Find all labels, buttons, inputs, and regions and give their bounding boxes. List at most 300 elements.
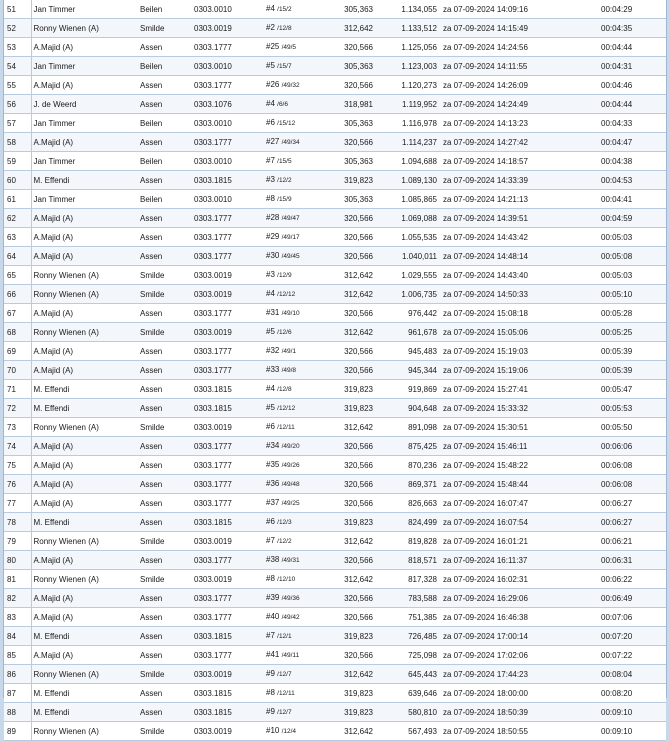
results-table-body bbox=[4, 0, 666, 741]
rank-detail: /12/8 bbox=[277, 25, 292, 32]
rank-value: #7 bbox=[266, 156, 275, 165]
club-code-cell: 0303.1815 bbox=[192, 171, 264, 190]
rank-detail: /12/2 bbox=[277, 177, 292, 184]
results-table bbox=[4, 0, 666, 741]
table-row bbox=[4, 608, 666, 627]
table-row bbox=[4, 437, 666, 456]
rank-detail: /12/12 bbox=[277, 405, 296, 412]
arrival-time-cell: za 07-09-2024 16:29:06 bbox=[441, 589, 599, 608]
speed-cell: 919,869 bbox=[377, 380, 441, 399]
place-cell: Assen bbox=[138, 608, 192, 627]
distance-cell: 320,566 bbox=[327, 342, 377, 361]
fancier-name-cell: A.Majid (A) bbox=[31, 304, 138, 323]
rank-value: #4 bbox=[266, 384, 275, 393]
club-code-cell: 0303.1815 bbox=[192, 703, 264, 722]
fancier-name-cell: M. Effendi bbox=[31, 380, 138, 399]
fancier-name-cell: Ronny Wienen (A) bbox=[31, 532, 138, 551]
rank-detail: /49/17 bbox=[281, 234, 300, 241]
rank-detail: /15/9 bbox=[277, 196, 292, 203]
distance-cell: 312,642 bbox=[327, 665, 377, 684]
position-cell: 68 bbox=[4, 323, 31, 342]
rank-cell bbox=[264, 513, 327, 532]
fancier-name-cell: Ronny Wienen (A) bbox=[31, 266, 138, 285]
speed-cell: 870,236 bbox=[377, 456, 441, 475]
speed-cell: 751,385 bbox=[377, 608, 441, 627]
rank-detail: /49/34 bbox=[281, 139, 300, 146]
time-difference-cell: 00:05:03 bbox=[599, 228, 666, 247]
position-cell: 78 bbox=[4, 513, 31, 532]
distance-cell: 305,363 bbox=[327, 0, 377, 19]
place-cell: Assen bbox=[138, 399, 192, 418]
table-row bbox=[4, 266, 666, 285]
arrival-time-cell: za 07-09-2024 17:00:14 bbox=[441, 627, 599, 646]
fancier-name-cell: Ronny Wienen (A) bbox=[31, 19, 138, 38]
rank-value: #8 bbox=[266, 194, 275, 203]
rank-detail: /15/12 bbox=[277, 120, 296, 127]
results-panel bbox=[3, 0, 667, 736]
rank-detail: /49/25 bbox=[281, 500, 300, 507]
rank-cell bbox=[264, 171, 327, 190]
fancier-name-cell: M. Effendi bbox=[31, 171, 138, 190]
place-cell: Assen bbox=[138, 589, 192, 608]
time-difference-cell: 00:05:10 bbox=[599, 285, 666, 304]
fancier-name-cell: Ronny Wienen (A) bbox=[31, 665, 138, 684]
fancier-name-cell: A.Majid (A) bbox=[31, 247, 138, 266]
place-cell: Assen bbox=[138, 627, 192, 646]
table-row bbox=[4, 722, 666, 741]
rank-detail: /12/6 bbox=[277, 329, 292, 336]
rank-value: #27 bbox=[266, 137, 280, 146]
position-cell: 61 bbox=[4, 190, 31, 209]
distance-cell: 312,642 bbox=[327, 570, 377, 589]
fancier-name-cell: Jan Timmer bbox=[31, 0, 138, 19]
distance-cell: 319,823 bbox=[327, 627, 377, 646]
rank-detail: /12/7 bbox=[277, 671, 292, 678]
rank-value: #32 bbox=[266, 346, 280, 355]
rank-cell bbox=[264, 589, 327, 608]
rank-detail: /12/2 bbox=[277, 538, 292, 545]
speed-cell: 891,098 bbox=[377, 418, 441, 437]
table-row bbox=[4, 57, 666, 76]
rank-detail: /6/6 bbox=[277, 101, 288, 108]
club-code-cell: 0303.1777 bbox=[192, 228, 264, 247]
distance-cell: 320,566 bbox=[327, 38, 377, 57]
rank-value: #6 bbox=[266, 118, 275, 127]
speed-cell: 1.134,055 bbox=[377, 0, 441, 19]
rank-detail: /49/1 bbox=[281, 348, 297, 355]
club-code-cell: 0303.0019 bbox=[192, 418, 264, 437]
rank-detail: /49/36 bbox=[281, 595, 300, 602]
time-difference-cell: 00:07:06 bbox=[599, 608, 666, 627]
position-cell: 58 bbox=[4, 133, 31, 152]
rank-detail: /49/31 bbox=[281, 557, 300, 564]
rank-value: #29 bbox=[266, 232, 280, 241]
table-row bbox=[4, 228, 666, 247]
place-cell: Assen bbox=[138, 304, 192, 323]
club-code-cell: 0303.0010 bbox=[192, 0, 264, 19]
rank-value: #33 bbox=[266, 365, 280, 374]
rank-value: #5 bbox=[266, 403, 275, 412]
club-code-cell: 0303.1815 bbox=[192, 684, 264, 703]
time-difference-cell: 00:04:47 bbox=[599, 133, 666, 152]
rank-detail: /15/5 bbox=[277, 158, 292, 165]
fancier-name-cell: A.Majid (A) bbox=[31, 456, 138, 475]
time-difference-cell: 00:04:46 bbox=[599, 76, 666, 95]
table-row bbox=[4, 551, 666, 570]
speed-cell: 945,344 bbox=[377, 361, 441, 380]
position-cell: 70 bbox=[4, 361, 31, 380]
club-code-cell: 0303.1777 bbox=[192, 551, 264, 570]
rank-value: #34 bbox=[266, 441, 280, 450]
position-cell: 79 bbox=[4, 532, 31, 551]
rank-cell bbox=[264, 722, 327, 741]
rank-cell bbox=[264, 209, 327, 228]
rank-cell bbox=[264, 323, 327, 342]
rank-detail: /49/42 bbox=[281, 614, 300, 621]
place-cell: Assen bbox=[138, 171, 192, 190]
speed-cell: 875,425 bbox=[377, 437, 441, 456]
speed-cell: 726,485 bbox=[377, 627, 441, 646]
distance-cell: 320,566 bbox=[327, 456, 377, 475]
fancier-name-cell: Ronny Wienen (A) bbox=[31, 285, 138, 304]
arrival-time-cell: za 07-09-2024 15:08:18 bbox=[441, 304, 599, 323]
club-code-cell: 0303.1777 bbox=[192, 209, 264, 228]
distance-cell: 319,823 bbox=[327, 513, 377, 532]
speed-cell: 580,810 bbox=[377, 703, 441, 722]
time-difference-cell: 00:07:22 bbox=[599, 646, 666, 665]
arrival-time-cell: za 07-09-2024 15:46:11 bbox=[441, 437, 599, 456]
fancier-name-cell: A.Majid (A) bbox=[31, 228, 138, 247]
club-code-cell: 0303.1777 bbox=[192, 342, 264, 361]
fancier-name-cell: A.Majid (A) bbox=[31, 608, 138, 627]
club-code-cell: 0303.1777 bbox=[192, 494, 264, 513]
arrival-time-cell: za 07-09-2024 16:01:21 bbox=[441, 532, 599, 551]
time-difference-cell: 00:05:28 bbox=[599, 304, 666, 323]
time-difference-cell: 00:04:41 bbox=[599, 190, 666, 209]
position-cell: 71 bbox=[4, 380, 31, 399]
fancier-name-cell: A.Majid (A) bbox=[31, 76, 138, 95]
fancier-name-cell: J. de Weerd bbox=[31, 95, 138, 114]
fancier-name-cell: Jan Timmer bbox=[31, 152, 138, 171]
rank-cell bbox=[264, 380, 327, 399]
fancier-name-cell: A.Majid (A) bbox=[31, 361, 138, 380]
arrival-time-cell: za 07-09-2024 14:13:23 bbox=[441, 114, 599, 133]
arrival-time-cell: za 07-09-2024 16:02:31 bbox=[441, 570, 599, 589]
time-difference-cell: 00:05:25 bbox=[599, 323, 666, 342]
position-cell: 67 bbox=[4, 304, 31, 323]
fancier-name-cell: A.Majid (A) bbox=[31, 209, 138, 228]
table-row bbox=[4, 209, 666, 228]
speed-cell: 869,371 bbox=[377, 475, 441, 494]
rank-value: #6 bbox=[266, 517, 275, 526]
club-code-cell: 0303.1777 bbox=[192, 76, 264, 95]
place-cell: Assen bbox=[138, 513, 192, 532]
place-cell: Assen bbox=[138, 494, 192, 513]
place-cell: Assen bbox=[138, 703, 192, 722]
club-code-cell: 0303.1777 bbox=[192, 247, 264, 266]
position-cell: 88 bbox=[4, 703, 31, 722]
fancier-name-cell: A.Majid (A) bbox=[31, 475, 138, 494]
place-cell: Assen bbox=[138, 380, 192, 399]
speed-cell: 1.006,735 bbox=[377, 285, 441, 304]
fancier-name-cell: Ronny Wienen (A) bbox=[31, 323, 138, 342]
club-code-cell: 0303.0019 bbox=[192, 266, 264, 285]
speed-cell: 1.133,512 bbox=[377, 19, 441, 38]
table-row bbox=[4, 456, 666, 475]
club-code-cell: 0303.0010 bbox=[192, 114, 264, 133]
table-row bbox=[4, 114, 666, 133]
position-cell: 60 bbox=[4, 171, 31, 190]
time-difference-cell: 00:06:08 bbox=[599, 475, 666, 494]
arrival-time-cell: za 07-09-2024 15:19:06 bbox=[441, 361, 599, 380]
table-row bbox=[4, 665, 666, 684]
club-code-cell: 0303.1777 bbox=[192, 646, 264, 665]
position-cell: 86 bbox=[4, 665, 31, 684]
rank-cell bbox=[264, 190, 327, 209]
rank-cell bbox=[264, 437, 327, 456]
time-difference-cell: 00:05:39 bbox=[599, 342, 666, 361]
distance-cell: 312,642 bbox=[327, 266, 377, 285]
rank-value: #8 bbox=[266, 574, 275, 583]
rank-value: #9 bbox=[266, 669, 275, 678]
fancier-name-cell: A.Majid (A) bbox=[31, 494, 138, 513]
rank-detail: /49/45 bbox=[281, 253, 300, 260]
place-cell: Assen bbox=[138, 209, 192, 228]
distance-cell: 319,823 bbox=[327, 399, 377, 418]
arrival-time-cell: za 07-09-2024 18:50:39 bbox=[441, 703, 599, 722]
distance-cell: 305,363 bbox=[327, 152, 377, 171]
arrival-time-cell: za 07-09-2024 18:00:00 bbox=[441, 684, 599, 703]
rank-cell bbox=[264, 304, 327, 323]
arrival-time-cell: za 07-09-2024 15:19:03 bbox=[441, 342, 599, 361]
rank-cell bbox=[264, 684, 327, 703]
time-difference-cell: 00:06:27 bbox=[599, 513, 666, 532]
distance-cell: 312,642 bbox=[327, 285, 377, 304]
rank-value: #41 bbox=[266, 650, 280, 659]
rank-cell bbox=[264, 361, 327, 380]
arrival-time-cell: za 07-09-2024 14:26:09 bbox=[441, 76, 599, 95]
rank-value: #28 bbox=[266, 213, 280, 222]
fancier-name-cell: Jan Timmer bbox=[31, 57, 138, 76]
rank-detail: /12/11 bbox=[277, 690, 295, 697]
rank-detail: /15/7 bbox=[277, 63, 292, 70]
speed-cell: 1.116,978 bbox=[377, 114, 441, 133]
table-row bbox=[4, 589, 666, 608]
club-code-cell: 0303.0019 bbox=[192, 722, 264, 741]
table-row bbox=[4, 494, 666, 513]
rank-value: #39 bbox=[266, 593, 280, 602]
table-row bbox=[4, 646, 666, 665]
place-cell: Assen bbox=[138, 361, 192, 380]
arrival-time-cell: za 07-09-2024 17:02:06 bbox=[441, 646, 599, 665]
time-difference-cell: 00:06:22 bbox=[599, 570, 666, 589]
arrival-time-cell: za 07-09-2024 15:30:51 bbox=[441, 418, 599, 437]
speed-cell: 904,648 bbox=[377, 399, 441, 418]
distance-cell: 319,823 bbox=[327, 703, 377, 722]
arrival-time-cell: za 07-09-2024 14:27:42 bbox=[441, 133, 599, 152]
position-cell: 55 bbox=[4, 76, 31, 95]
place-cell: Assen bbox=[138, 456, 192, 475]
speed-cell: 818,571 bbox=[377, 551, 441, 570]
position-cell: 54 bbox=[4, 57, 31, 76]
distance-cell: 320,566 bbox=[327, 228, 377, 247]
table-row bbox=[4, 684, 666, 703]
rank-cell bbox=[264, 133, 327, 152]
speed-cell: 824,499 bbox=[377, 513, 441, 532]
position-cell: 66 bbox=[4, 285, 31, 304]
distance-cell: 318,981 bbox=[327, 95, 377, 114]
rank-cell bbox=[264, 665, 327, 684]
place-cell: Assen bbox=[138, 646, 192, 665]
club-code-cell: 0303.1815 bbox=[192, 513, 264, 532]
rank-detail: /12/9 bbox=[277, 272, 292, 279]
time-difference-cell: 00:06:49 bbox=[599, 589, 666, 608]
fancier-name-cell: A.Majid (A) bbox=[31, 437, 138, 456]
arrival-time-cell: za 07-09-2024 15:33:32 bbox=[441, 399, 599, 418]
rank-value: #26 bbox=[266, 80, 280, 89]
club-code-cell: 0303.0010 bbox=[192, 190, 264, 209]
rank-value: #10 bbox=[266, 726, 280, 735]
arrival-time-cell: za 07-09-2024 17:44:23 bbox=[441, 665, 599, 684]
rank-value: #3 bbox=[266, 270, 275, 279]
distance-cell: 312,642 bbox=[327, 323, 377, 342]
rank-cell bbox=[264, 608, 327, 627]
time-difference-cell: 00:04:59 bbox=[599, 209, 666, 228]
arrival-time-cell: za 07-09-2024 16:07:47 bbox=[441, 494, 599, 513]
time-difference-cell: 00:04:44 bbox=[599, 95, 666, 114]
position-cell: 56 bbox=[4, 95, 31, 114]
club-code-cell: 0303.1815 bbox=[192, 627, 264, 646]
speed-cell: 1.069,088 bbox=[377, 209, 441, 228]
table-row bbox=[4, 418, 666, 437]
position-cell: 89 bbox=[4, 722, 31, 741]
speed-cell: 1.123,003 bbox=[377, 57, 441, 76]
rank-value: #5 bbox=[266, 327, 275, 336]
position-cell: 75 bbox=[4, 456, 31, 475]
rank-cell bbox=[264, 19, 327, 38]
arrival-time-cell: za 07-09-2024 14:33:39 bbox=[441, 171, 599, 190]
rank-detail: /49/20 bbox=[281, 443, 300, 450]
speed-cell: 567,493 bbox=[377, 722, 441, 741]
club-code-cell: 0303.1777 bbox=[192, 38, 264, 57]
fancier-name-cell: Ronny Wienen (A) bbox=[31, 570, 138, 589]
arrival-time-cell: za 07-09-2024 14:24:49 bbox=[441, 95, 599, 114]
time-difference-cell: 00:05:53 bbox=[599, 399, 666, 418]
time-difference-cell: 00:05:39 bbox=[599, 361, 666, 380]
place-cell: Assen bbox=[138, 95, 192, 114]
rank-detail: /49/32 bbox=[281, 82, 300, 89]
distance-cell: 319,823 bbox=[327, 684, 377, 703]
arrival-time-cell: za 07-09-2024 14:18:57 bbox=[441, 152, 599, 171]
rank-value: #9 bbox=[266, 707, 275, 716]
position-cell: 72 bbox=[4, 399, 31, 418]
table-row bbox=[4, 247, 666, 266]
club-code-cell: 0303.1777 bbox=[192, 361, 264, 380]
fancier-name-cell: A.Majid (A) bbox=[31, 342, 138, 361]
position-cell: 83 bbox=[4, 608, 31, 627]
rank-value: #37 bbox=[266, 498, 280, 507]
rank-value: #4 bbox=[266, 99, 275, 108]
table-row bbox=[4, 133, 666, 152]
position-cell: 84 bbox=[4, 627, 31, 646]
arrival-time-cell: za 07-09-2024 14:09:16 bbox=[441, 0, 599, 19]
table-row bbox=[4, 627, 666, 646]
place-cell: Smilde bbox=[138, 665, 192, 684]
arrival-time-cell: za 07-09-2024 15:48:44 bbox=[441, 475, 599, 494]
table-row bbox=[4, 38, 666, 57]
club-code-cell: 0303.1777 bbox=[192, 133, 264, 152]
distance-cell: 320,566 bbox=[327, 247, 377, 266]
position-cell: 69 bbox=[4, 342, 31, 361]
rank-value: #3 bbox=[266, 175, 275, 184]
place-cell: Smilde bbox=[138, 418, 192, 437]
arrival-time-cell: za 07-09-2024 14:50:33 bbox=[441, 285, 599, 304]
rank-value: #8 bbox=[266, 688, 275, 697]
position-cell: 53 bbox=[4, 38, 31, 57]
arrival-time-cell: za 07-09-2024 15:05:06 bbox=[441, 323, 599, 342]
position-cell: 57 bbox=[4, 114, 31, 133]
club-code-cell: 0303.0019 bbox=[192, 323, 264, 342]
time-difference-cell: 00:06:27 bbox=[599, 494, 666, 513]
rank-value: #30 bbox=[266, 251, 280, 260]
rank-cell bbox=[264, 418, 327, 437]
position-cell: 76 bbox=[4, 475, 31, 494]
rank-value: #4 bbox=[266, 4, 275, 13]
speed-cell: 961,678 bbox=[377, 323, 441, 342]
position-cell: 87 bbox=[4, 684, 31, 703]
time-difference-cell: 00:04:29 bbox=[599, 0, 666, 19]
position-cell: 85 bbox=[4, 646, 31, 665]
rank-detail: /49/11 bbox=[281, 652, 300, 659]
arrival-time-cell: za 07-09-2024 14:11:55 bbox=[441, 57, 599, 76]
arrival-time-cell: za 07-09-2024 16:11:37 bbox=[441, 551, 599, 570]
rank-detail: /49/10 bbox=[281, 310, 300, 317]
time-difference-cell: 00:05:47 bbox=[599, 380, 666, 399]
rank-cell bbox=[264, 627, 327, 646]
distance-cell: 320,566 bbox=[327, 551, 377, 570]
place-cell: Beilen bbox=[138, 57, 192, 76]
distance-cell: 320,566 bbox=[327, 304, 377, 323]
place-cell: Smilde bbox=[138, 323, 192, 342]
club-code-cell: 0303.1777 bbox=[192, 475, 264, 494]
distance-cell: 320,566 bbox=[327, 475, 377, 494]
rank-value: #38 bbox=[266, 555, 280, 564]
rank-cell bbox=[264, 646, 327, 665]
table-row bbox=[4, 475, 666, 494]
speed-cell: 1.119,952 bbox=[377, 95, 441, 114]
club-code-cell: 0303.0010 bbox=[192, 152, 264, 171]
time-difference-cell: 00:09:10 bbox=[599, 703, 666, 722]
position-cell: 74 bbox=[4, 437, 31, 456]
fancier-name-cell: A.Majid (A) bbox=[31, 551, 138, 570]
place-cell: Assen bbox=[138, 38, 192, 57]
fancier-name-cell: Ronny Wienen (A) bbox=[31, 418, 138, 437]
rank-detail: /49/8 bbox=[281, 367, 297, 374]
position-cell: 65 bbox=[4, 266, 31, 285]
place-cell: Beilen bbox=[138, 0, 192, 19]
table-row bbox=[4, 703, 666, 722]
rank-cell bbox=[264, 532, 327, 551]
time-difference-cell: 00:04:44 bbox=[599, 38, 666, 57]
fancier-name-cell: M. Effendi bbox=[31, 513, 138, 532]
position-cell: 59 bbox=[4, 152, 31, 171]
rank-value: #40 bbox=[266, 612, 280, 621]
rank-value: #35 bbox=[266, 460, 280, 469]
arrival-time-cell: za 07-09-2024 14:43:42 bbox=[441, 228, 599, 247]
time-difference-cell: 00:09:10 bbox=[599, 722, 666, 741]
place-cell: Assen bbox=[138, 437, 192, 456]
position-cell: 82 bbox=[4, 589, 31, 608]
